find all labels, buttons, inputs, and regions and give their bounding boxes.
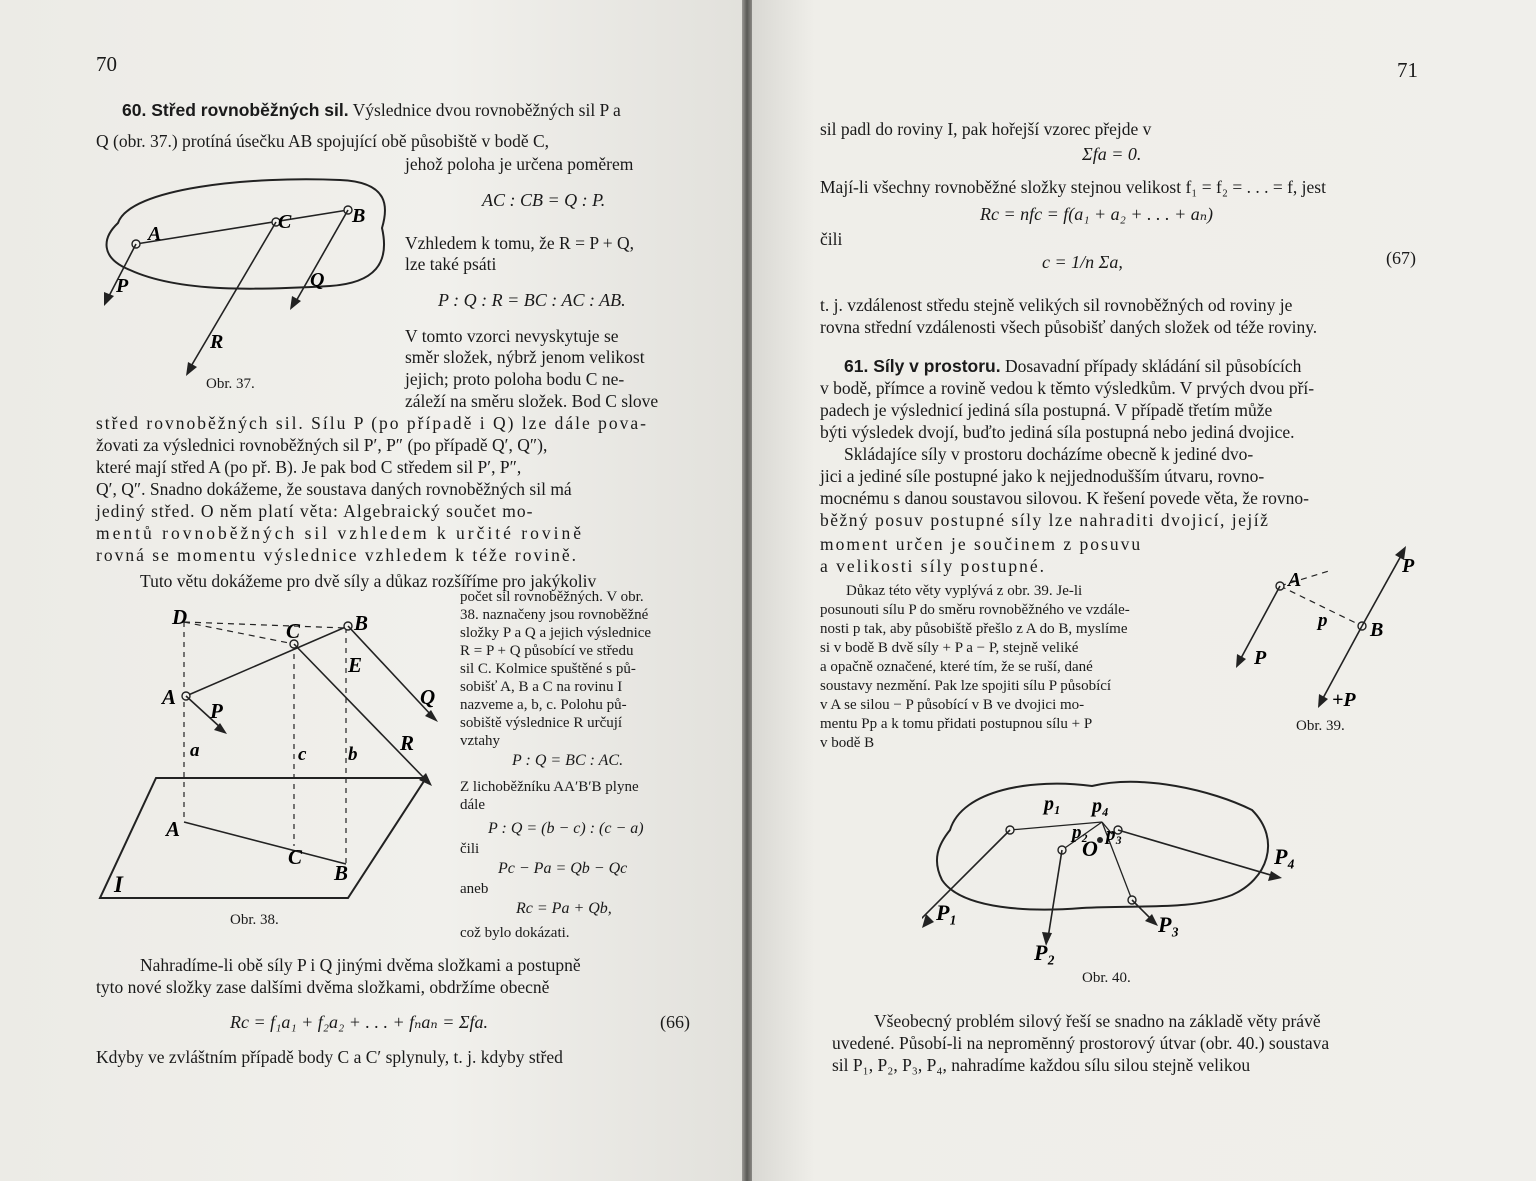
section-heading-line — [122, 99, 621, 121]
right-page — [752, 0, 1536, 1181]
text-line: mentů rovnoběžných sil vzhledem k určité rovině — [96, 523, 584, 543]
text-line: Důkaz této věty vyplývá z obr. 39. Je-li — [846, 583, 1083, 599]
left-page — [0, 0, 742, 1181]
label-P: P — [116, 275, 129, 297]
label-minus-P: P — [1402, 555, 1415, 577]
text-line: sil C. Kolmice spuštěné s pů- — [460, 661, 636, 677]
text-line: čili — [820, 229, 843, 249]
label-P1: P₁ — [936, 900, 958, 925]
label-P: P — [210, 699, 223, 723]
label-c: c — [298, 744, 307, 765]
equation: Rc = nfc = f(a₁ + a₂ + . . . + aₙ) — [980, 204, 1214, 224]
label-P4: P₄ — [1274, 844, 1296, 869]
text-line: Q (obr. 37.) protíná úsečku AB spojující obě působiště v bodě C, — [96, 131, 550, 151]
text-line: jejich; proto poloha bodu C ne- — [405, 369, 625, 389]
equation: Rc = Pa + Qb, — [516, 900, 612, 917]
text-line: Všeobecný problém silový řeší se snadno na základě věty právě — [874, 1011, 1321, 1031]
text-line: dále — [460, 797, 485, 813]
figure-39-caption: Obr. 39. — [1296, 718, 1345, 734]
text-line: moment určen je součinem z posuvu — [820, 534, 1143, 554]
text-line: R = P + Q působící ve středu — [460, 643, 634, 659]
text-line: Tuto větu dokážeme pro dvě síly a důkaz rozšíříme pro jakýkoliv — [140, 571, 597, 591]
text-line: jediný střed. O něm platí věta: Algebraický součet mo- — [96, 501, 534, 521]
label-p2: p₂ — [1072, 822, 1089, 843]
text-line: t. j. vzdálenost středu stejně velikých sil rovnoběžných od roviny je — [820, 295, 1293, 315]
figure-38-caption: Obr. 38. — [230, 912, 279, 928]
text-line: jehož poloha je určena poměrem — [405, 154, 634, 174]
text-line: složky P a Q a jejich výslednice — [460, 625, 652, 641]
figure-38 — [96, 600, 456, 905]
label-plane-I: I — [114, 872, 123, 897]
text-line: Q′, Q″. Snadno dokážeme, že soustava daných rovnoběžných sil má — [96, 479, 572, 499]
label-C: C — [286, 619, 301, 643]
text-line: které mají střed A (po př. B). Je pak bod C středem sil P′, P″, — [96, 457, 522, 477]
text-line: rovná se momentu výslednice vzhledem k téže rovině. — [96, 545, 579, 565]
text-line: Kdyby ve zvláštním případě body C a C′ splynuly, t. j. kdyby střed — [96, 1047, 563, 1067]
label-Q: Q — [420, 685, 436, 709]
label-p4: p₄ — [1092, 795, 1109, 817]
text-line: a opačně označené, které tím, že se ruší, dané — [820, 659, 1093, 675]
equation-number: (66) — [660, 1012, 690, 1032]
label-E: E — [348, 653, 363, 677]
label-D: D — [172, 605, 188, 629]
text-line: žovati za výslednici rovnoběžných sil P′, P″ (po případě Q′, Q″), — [96, 435, 548, 455]
label-plus-P: +P — [1332, 689, 1356, 711]
label-Q: Q — [310, 269, 325, 291]
text-line: jici a jediné síle postupné jako k nejjednodušším útvaru, rovno- — [820, 466, 1265, 486]
section-title: 60. Střed rovnoběžných sil. — [122, 100, 349, 120]
label-P: P — [1254, 647, 1267, 669]
equation-66: Rc = f₁a₁ + f₂a₂ + . . . + fₙaₙ = Σfa. — [230, 1012, 489, 1032]
label-b: b — [348, 744, 358, 765]
text-line: padech je výslednicí jediná síla postupná. V případě třetím může — [820, 400, 1273, 420]
text-line: vztahy — [460, 733, 500, 749]
text-line: nosti p tak, aby působiště přešlo z A do B, myslíme — [820, 621, 1128, 637]
label-A: A — [148, 223, 162, 245]
book-gutter — [742, 0, 752, 1181]
section-heading-line — [844, 355, 1301, 377]
label-O: O — [1082, 836, 1098, 861]
figure-37 — [90, 168, 400, 388]
label-p3: p₃ — [1106, 824, 1123, 845]
text-line: 38. naznačeny jsou rovnoběžné — [460, 607, 649, 623]
text-line: tyto nové složky zase dalšími dvěma složkami, obdržíme obecně — [96, 977, 550, 997]
equation: AC : CB = Q : P. — [482, 190, 606, 210]
text-line: směr složek, nýbrž jenom velikost — [405, 347, 645, 367]
text-line: mentu Pp a k tomu přidati postupnou sílu + P — [820, 716, 1093, 732]
text-line: v A se silou − P působící v B ve dvojici mo- — [820, 697, 1085, 713]
text-line: střed rovnoběžných sil. Sílu P (po případě i Q) lze dále pova- — [96, 413, 648, 433]
label-C: C — [278, 211, 292, 233]
section-title: 61. Síly v prostoru. — [844, 356, 1001, 376]
label-A: A — [162, 685, 177, 709]
label-a: a — [190, 740, 200, 761]
text-line: mocnému s danou soustavou silovou. K řešení povede věta, že rovno- — [820, 488, 1309, 508]
text-line: Výslednice dvou rovnoběžných sil P a — [352, 100, 621, 120]
label-B: B — [352, 205, 366, 227]
label-P2: P₂ — [1034, 940, 1056, 965]
label-A: A — [1288, 569, 1302, 591]
equation: P : Q = BC : AC. — [512, 752, 624, 769]
text-line: sil P₁, P₂, P₃, P₄, nahradíme každou sílu silou stejně velikou — [832, 1055, 1251, 1075]
text-line: v bodě, přímce a rovině vedou k těmto výsledkům. V prvých dvou pří- — [820, 378, 1315, 398]
equation: Σfa = 0. — [1082, 144, 1142, 164]
text-line: Vzhledem k tomu, že R = P + Q, — [405, 233, 635, 253]
label-B: B — [354, 611, 369, 635]
text-line: běžný posuv postupné síly lze nahraditi dvojicí, jejíž — [820, 510, 1270, 530]
text-line: počet sil rovnoběžných. V obr. — [460, 589, 644, 605]
text-line: a velikosti síly postupné. — [820, 556, 1047, 576]
figure-37-caption: Obr. 37. — [206, 376, 255, 392]
text-line: což bylo dokázati. — [460, 925, 570, 941]
text-line: aneb — [460, 881, 489, 897]
label-B: B — [1370, 619, 1384, 641]
text-line: Mají-li všechny rovnoběžné složky stejnou velikost f₁ = f₂ = . . . = f, jest — [820, 177, 1326, 197]
equation-number: (67) — [1386, 248, 1416, 268]
text-line: sobiště výslednice R určují — [460, 715, 623, 731]
equation-67: c = 1/n Σa, — [1042, 252, 1123, 272]
text-line: Nahradíme-li obě síly P i Q jinými dvěma složkami a postupně — [140, 955, 581, 975]
label-B-prime: B — [334, 861, 349, 885]
text-line: sobišť A, B a C na rovinu I — [460, 679, 623, 695]
text-line: uvedené. Působí-li na nepromĕnný prostorový útvar (obr. 40.) soustava — [832, 1033, 1330, 1053]
text-line: býti výsledek dvojí, buďto jediná síla postupná nebo jediná dvojice. — [820, 422, 1295, 442]
text-line: v bodě B — [820, 735, 875, 751]
label-C-prime: C — [288, 845, 303, 869]
equation: P : Q : R = BC : AC : AB. — [438, 290, 626, 310]
page-number: 70 — [96, 52, 117, 76]
equation: P : Q = (b − c) : (c − a) — [488, 820, 644, 837]
text-line: si v bodě B dvě síly + P a − P, stejně veliké — [820, 640, 1079, 656]
text-line: sil padl do roviny I, pak hořejší vzorec přejde v — [820, 119, 1152, 139]
text-line: soustavy nezmění. Pak lze spojiti sílu P působící — [820, 678, 1112, 694]
text-line: Z lichoběžníku AA′B′B plyne — [460, 779, 639, 795]
text-line: záleží na směru složek. Bod C slove — [405, 391, 659, 411]
figure-40-caption: Obr. 40. — [1082, 970, 1131, 986]
figure-39 — [1222, 540, 1422, 725]
text-line: posunouti sílu P do směru rovnoběžného ve vzdále- — [820, 602, 1130, 618]
equation: Pc − Pa = Qb − Qc — [498, 860, 628, 877]
label-R: R — [400, 731, 415, 755]
text-line: čili — [460, 841, 480, 857]
text-line: V tomto vzorci nevyskytuje se — [405, 326, 619, 346]
figure-40 — [922, 760, 1342, 975]
text-line: nazveme a, b, c. Polohu pů- — [460, 697, 627, 713]
text-line: rovna střední vzdálenosti všech působišť daných složek od téže roviny. — [820, 317, 1318, 337]
text-line: Skládajíce síly v prostoru docházíme obecně k jediné dvo- — [844, 444, 1254, 464]
text-line: Dosavadní případy skládání sil působících — [1004, 356, 1302, 376]
text-line: lze také psáti — [405, 254, 497, 274]
label-p1: p₁ — [1044, 793, 1061, 815]
label-P3: P₃ — [1158, 912, 1180, 937]
page-number: 71 — [1397, 58, 1418, 82]
label-A-prime: A — [166, 817, 181, 841]
label-R: R — [210, 331, 224, 353]
label-p: p — [1318, 610, 1328, 631]
